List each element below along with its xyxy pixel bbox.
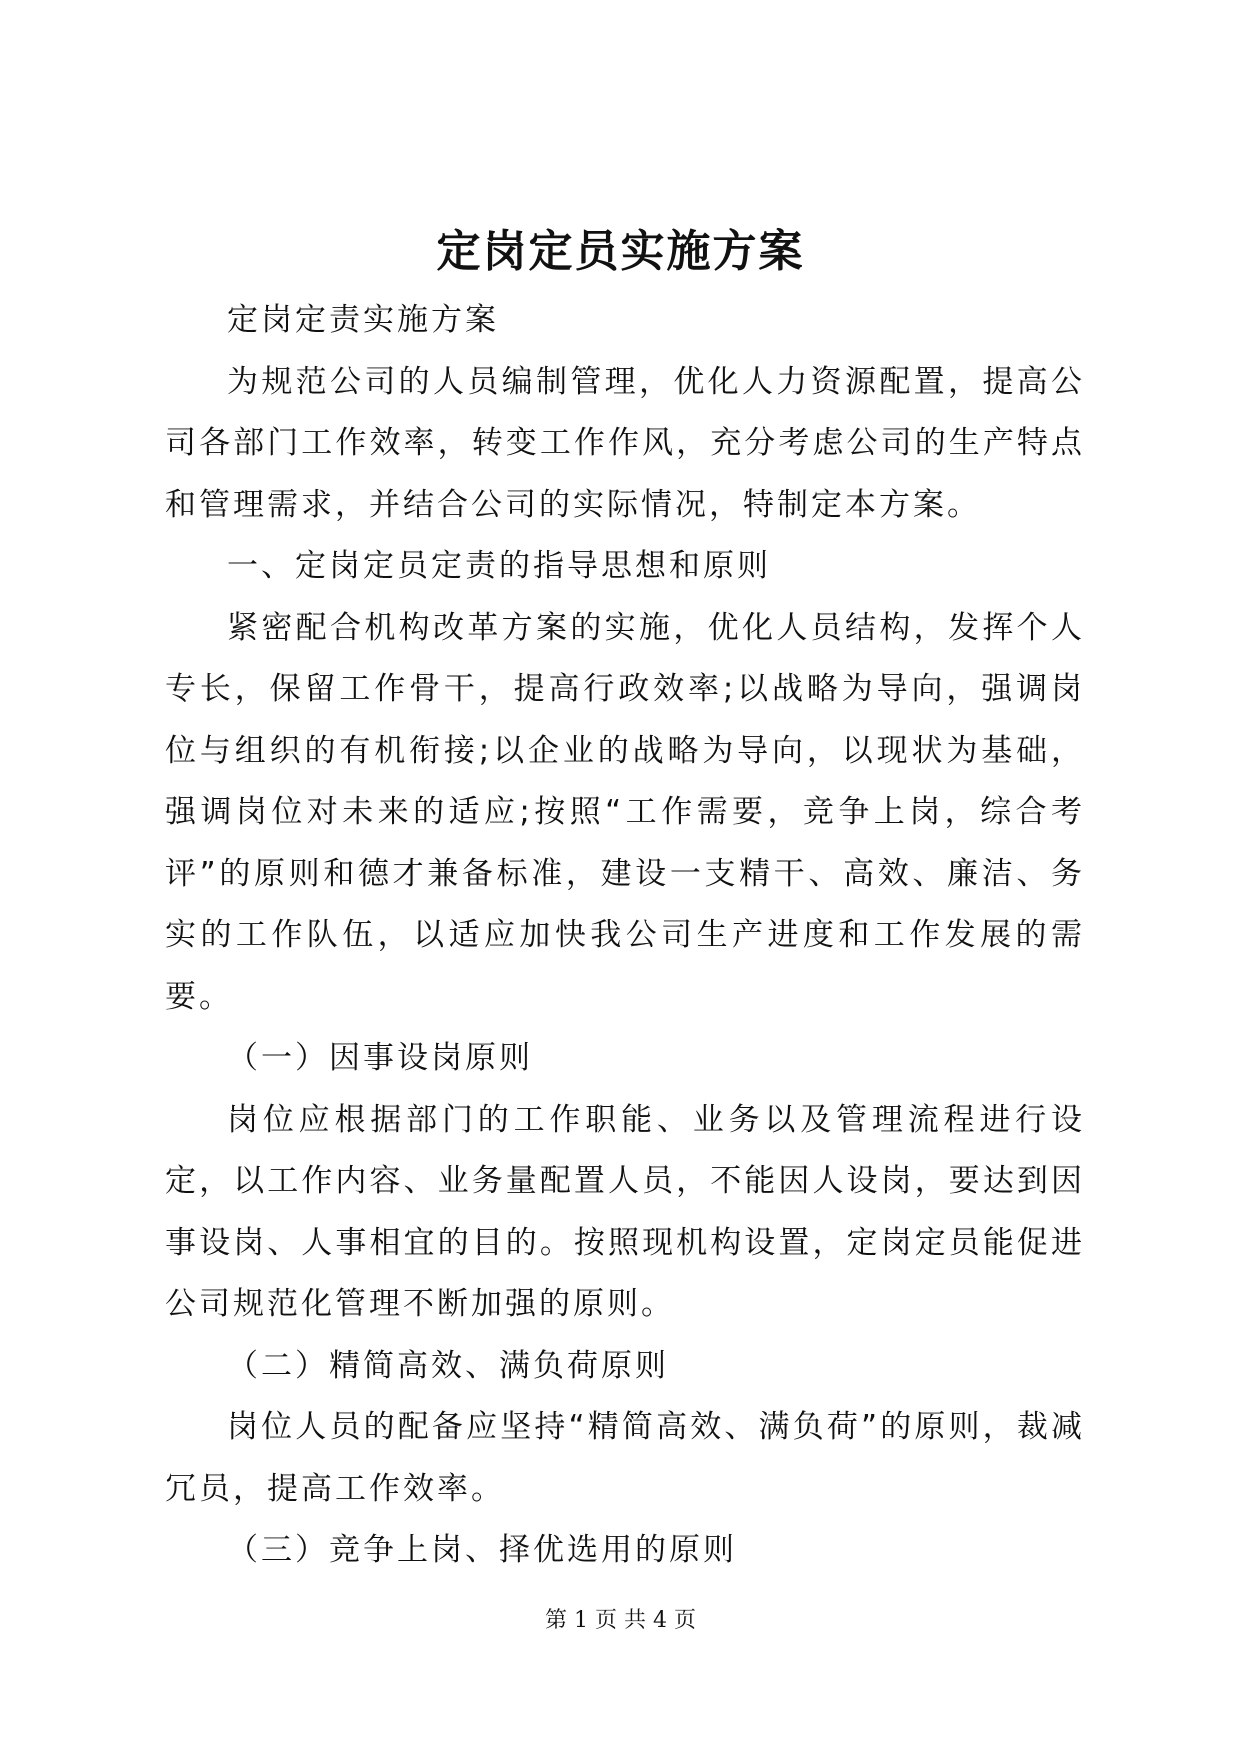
subsection-heading-3: （三）竞争上岗、择优选用的原则	[227, 1532, 737, 1568]
section-heading-1: 一、定岗定员定责的指导思想和原则	[227, 548, 771, 584]
document-body	[165, 290, 1085, 1582]
paragraph-streamlining: 岗位人员的配备应坚持“精简高效、满负荷”的原则，裁减冗员，提高工作效率。	[165, 1409, 1085, 1507]
subsection-heading-2: （二）精简高效、满负荷原则	[227, 1347, 669, 1384]
paragraph-guiding-principles: 紧密配合机构改革方案的实施，优化人员结构，发挥个人专长，保留工作骨干，提高行政效率;以战略为导向，强调岗位与组织的有机衔接;以企业的战略为导向，以现状为基础，强调岗位对未来的适应;按照“工作需要，竞争上岗，综合考评”的原则和德才兼备标准，建设一支精干、高效、廉洁、务实的工作队伍，以适应加快我公司生产进度和工作发展的需要。	[165, 609, 1085, 1015]
paragraph-position-setting: 岗位应根据部门的工作职能、业务以及管理流程进行设定，以工作内容、业务量配置人员，不能因人设岗，要达到因事设岗、人事相宜的目的。按照现机构设置，定岗定员能促进公司规范化管理不断加强的原则。	[165, 1101, 1085, 1322]
page-number-footer: 第 1 页 共 4 页	[545, 1608, 696, 1633]
paragraph-subtitle: 定岗定责实施方案	[227, 302, 499, 338]
document-title: 定岗定员实施方案	[436, 226, 805, 277]
subsection-heading-1: （一）因事设岗原则	[227, 1040, 533, 1076]
paragraph-intro: 为规范公司的人员编制管理，优化人力资源配置，提高公司各部门工作效率，转变工作作风，充分考虑公司的生产特点和管理需求，并结合公司的实际情况，特制定本方案。	[165, 363, 1085, 523]
